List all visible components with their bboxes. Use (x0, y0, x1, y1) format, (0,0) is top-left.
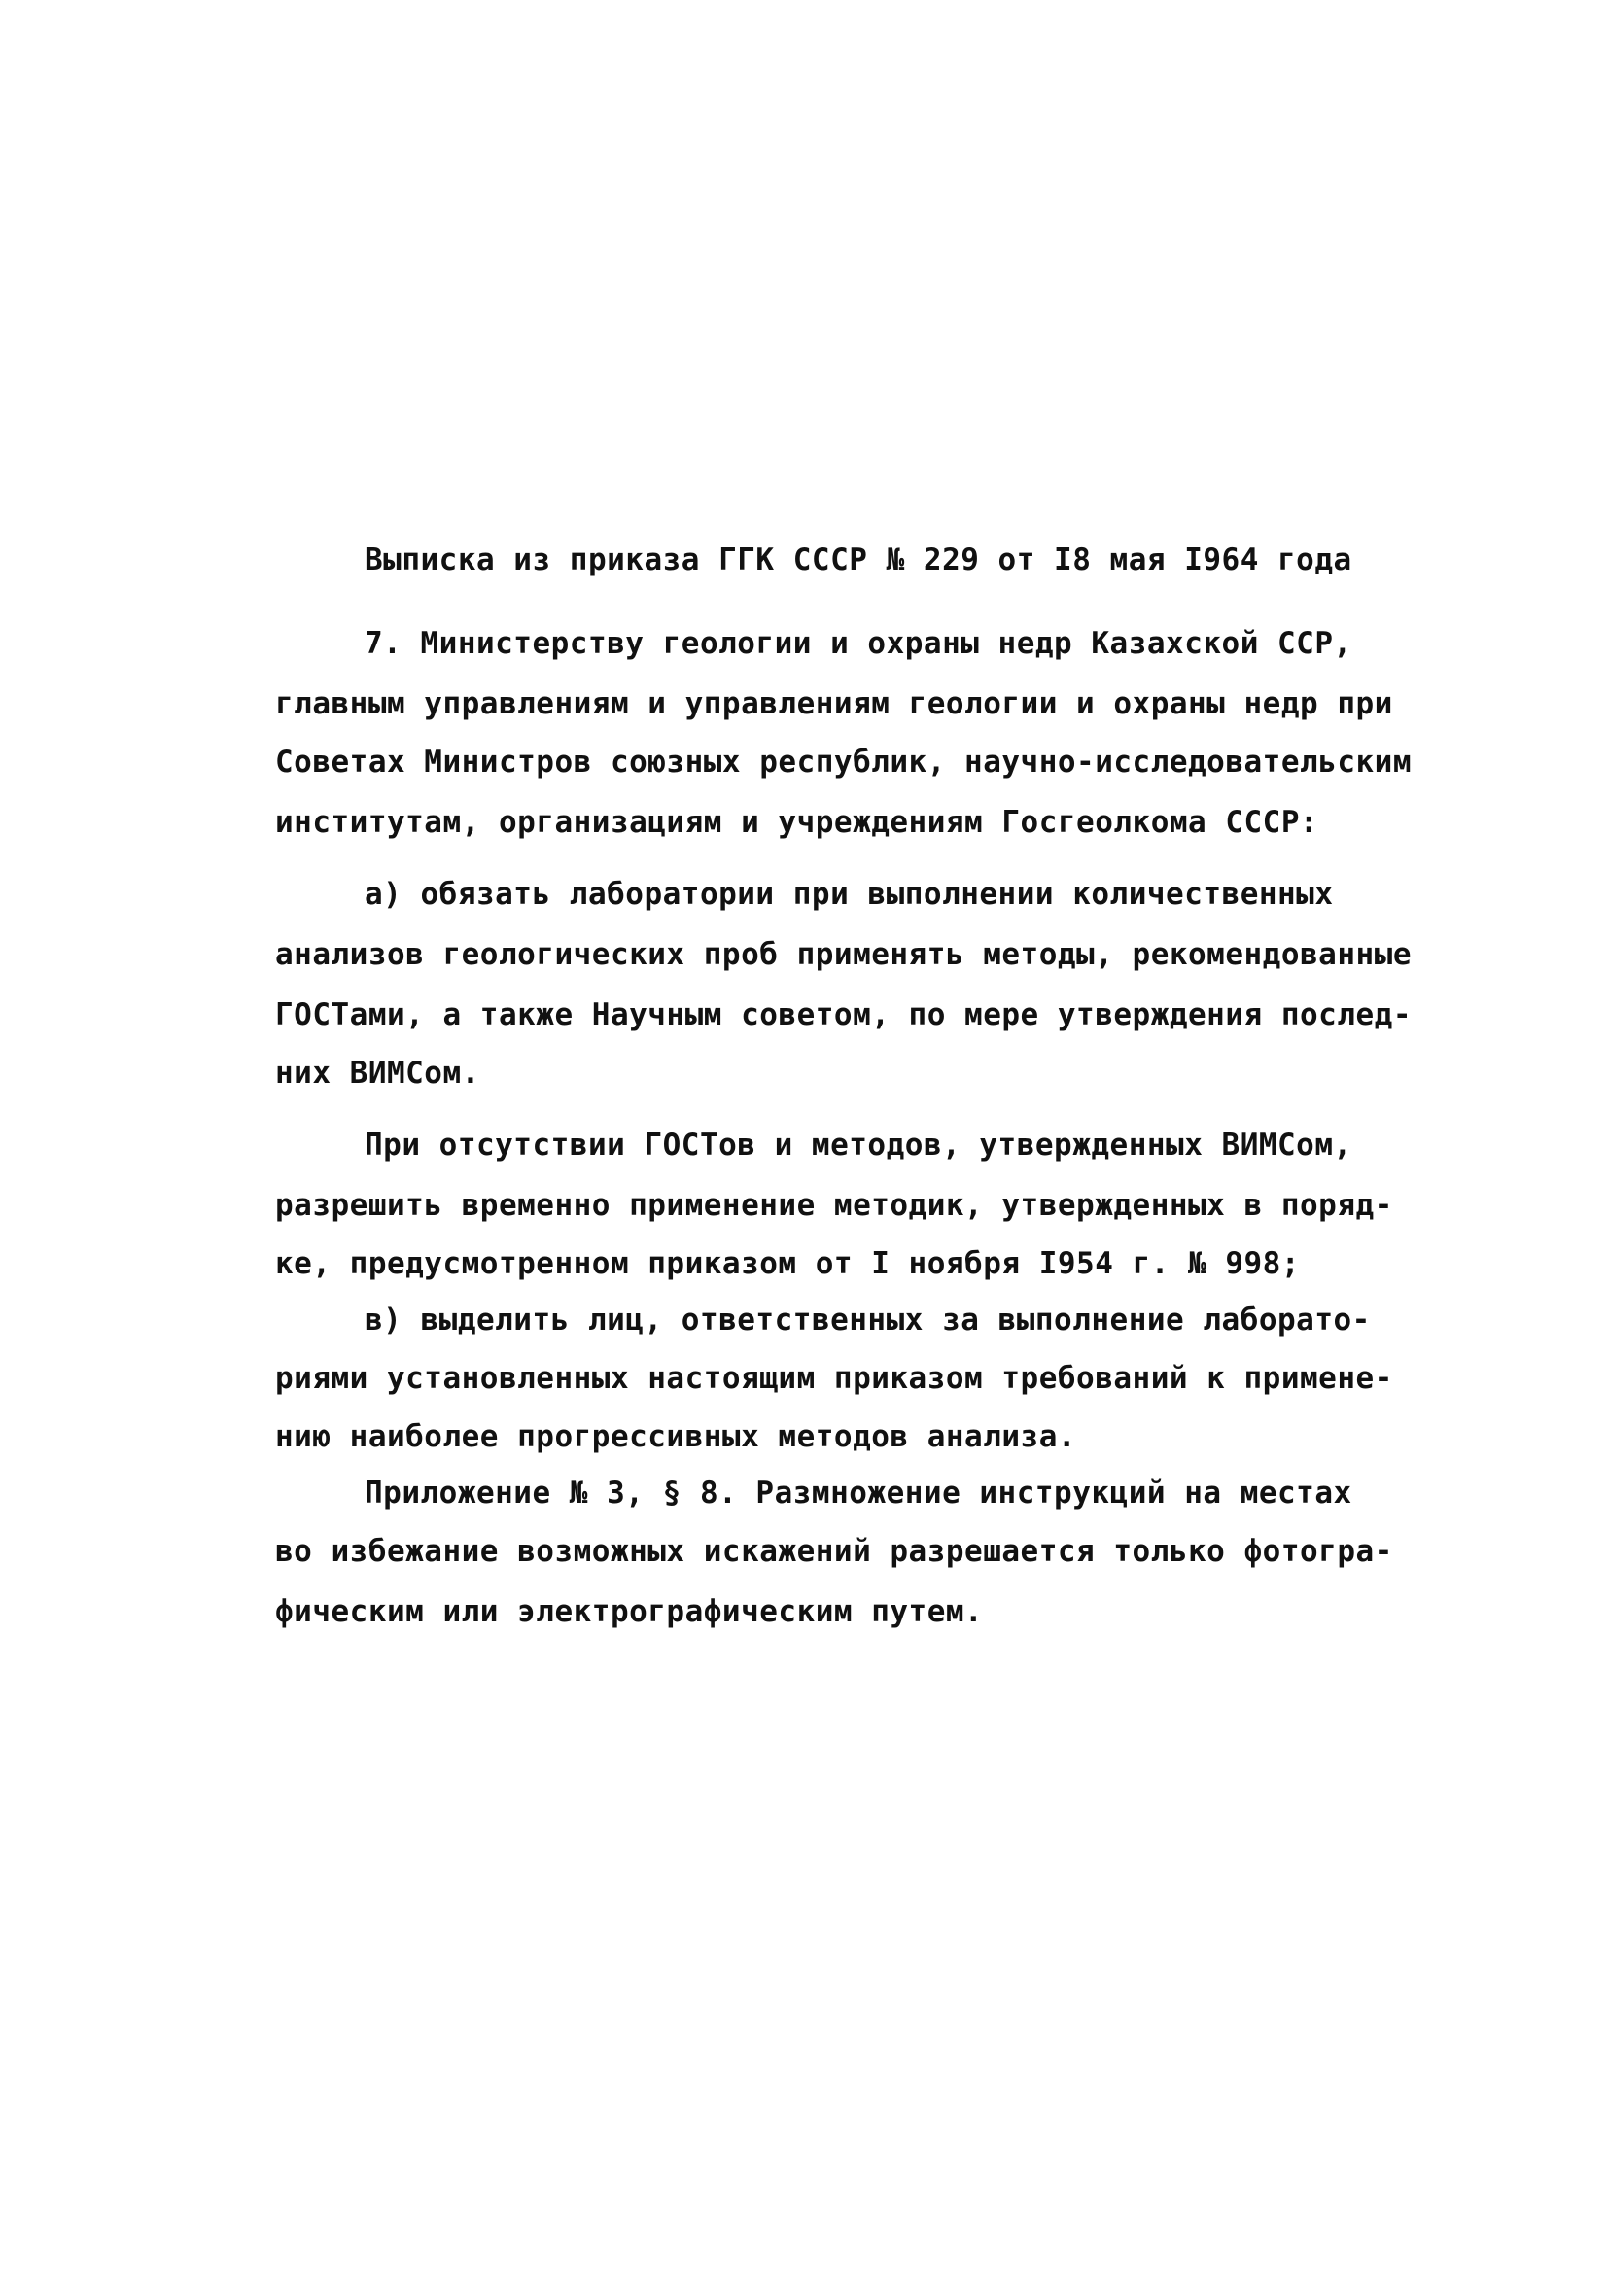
paragraph-7-line-4: институтам, организациям и учреждениям Госгеолкома СССР: (275, 805, 1319, 840)
paragraph-7-line-2: главным управлениям и управлениям геологии и охраны недр при (275, 686, 1393, 721)
document-title: Выписка из приказа ГГК СССР № 229 от I8 мая I964 года (365, 542, 1352, 577)
appendix-note-line-1: Приложение № 3, § 8. Размножение инструкций на местах (365, 1476, 1352, 1511)
paragraph-7-line-3: Советах Министров союзных республик, научно-исследовательским (275, 745, 1412, 780)
item-v-line-2: риями установленных настоящим приказом требований к примене- (275, 1361, 1393, 1396)
note-gost-line-2: разрешить временно применение методик, утвержденных в поряд- (275, 1188, 1393, 1223)
appendix-note-line-3: фическим или электрографическим путем. (275, 1594, 984, 1629)
item-a-line-1: а) обязать лаборатории при выполнении количественных (365, 877, 1334, 912)
appendix-note-line-2: во избежание возможных искажений разрешается только фотогра- (275, 1534, 1393, 1569)
paragraph-7-line-1: 7. Министерству геологии и охраны недр Казахской ССР, (365, 626, 1352, 661)
item-v-line-3: нию наиболее прогрессивных методов анализа. (275, 1419, 1077, 1454)
item-v-line-1: в) выделить лиц, ответственных за выполнение лаборато- (365, 1303, 1371, 1338)
item-a-line-4: них ВИМСом. (275, 1056, 480, 1091)
item-a-line-2: анализов геологических проб применять методы, рекомендованные (275, 937, 1412, 972)
note-gost-line-3: ке, предусмотренном приказом от I ноября I954 г. № 998; (275, 1246, 1300, 1281)
item-a-line-3: ГОСТами, а также Научным советом, по мере утверждения послед- (275, 997, 1412, 1032)
note-gost-line-1: При отсутствии ГОСТов и методов, утвержденных ВИМСом, (365, 1128, 1352, 1163)
